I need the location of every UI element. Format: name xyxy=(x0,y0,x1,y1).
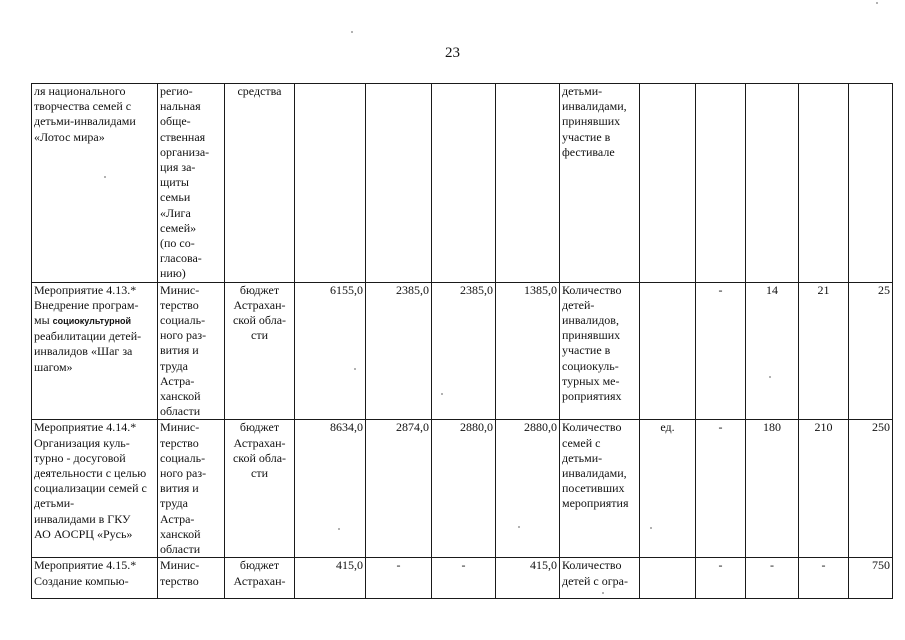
activity-name-cell: Мероприятие 4.14.* Организация куль- турно - досуговой деятельности с целью социализации семей с детьми- инвалидами в ГКУ АО АОСРЦ «Русь» xyxy=(32,420,158,558)
table-row xyxy=(32,420,893,558)
year3-value-cell: 250 xyxy=(849,420,893,558)
activity-name-cell: ля национального творчества семей с детьми-инвалидами «Лотос мира» xyxy=(32,84,158,283)
activity-description: Внедрение програм- мы xyxy=(34,297,139,328)
indicator-cell: Количество детей- инвалидов, принявших участие в социокуль- турных ме- роприятиях xyxy=(560,282,640,420)
indicator-cell: детьми- инвалидами, принявших участие в фестивале xyxy=(560,84,640,283)
year3-value-cell: 25 xyxy=(849,282,893,420)
indicator-cell: Количество детей с огра- xyxy=(560,558,640,599)
base-value-cell: - xyxy=(696,282,746,420)
year1-value-cell: - xyxy=(746,558,799,599)
activity-description-bold: социокультурной xyxy=(52,316,132,327)
executor-cell: Минис- терство социаль- ного раз- вития и труда Астра- ханской области xyxy=(158,420,225,558)
year2-amount-cell: - xyxy=(432,558,496,599)
year3-amount-cell xyxy=(496,84,560,283)
activity-name-cell xyxy=(32,282,158,420)
unit-cell xyxy=(640,84,696,283)
executor-cell: Минис- терство социаль- ного раз- вития и труда Астра- ханской области xyxy=(158,282,225,420)
table-row xyxy=(32,282,893,420)
activity-description: реабилитации детей- инвалидов «Шаг за шагом» xyxy=(34,329,142,374)
total-amount-cell: 6155,0 xyxy=(295,282,366,420)
activity-title: Мероприятие 4.13.* xyxy=(34,282,137,297)
year3-amount-cell: 2880,0 xyxy=(496,420,560,558)
executor-cell: регио- нальная обще- ственная организа- ция за- щиты семьи «Лига семей» (по со- гласова- нию) xyxy=(158,84,225,283)
year2-value-cell: 210 xyxy=(799,420,849,558)
total-amount-cell: 8634,0 xyxy=(295,420,366,558)
year3-amount-cell: 415,0 xyxy=(496,558,560,599)
base-value-cell: - xyxy=(696,558,746,599)
year2-amount-cell: 2385,0 xyxy=(432,282,496,420)
year1-amount-cell: - xyxy=(366,558,432,599)
year1-amount-cell: 2385,0 xyxy=(366,282,432,420)
activities-table xyxy=(31,83,893,599)
year1-value-cell: 14 xyxy=(746,282,799,420)
page-number: 23 xyxy=(445,45,460,61)
activity-name-cell: Мероприятие 4.15.* Создание компью- xyxy=(32,558,158,599)
funding-source-cell: бюджет Астрахан- ской обла- сти xyxy=(225,420,295,558)
year2-amount-cell xyxy=(432,84,496,283)
scan-speck xyxy=(876,2,878,4)
year2-amount-cell: 2880,0 xyxy=(432,420,496,558)
year3-amount-cell: 1385,0 xyxy=(496,282,560,420)
funding-source-cell: бюджет Астрахан- ской обла- сти xyxy=(225,282,295,420)
funding-source-cell: бюджет Астрахан- xyxy=(225,558,295,599)
scan-speck xyxy=(351,31,353,33)
total-amount-cell xyxy=(295,84,366,283)
indicator-cell: Количество семей с детьми- инвалидами, посетивших мероприятия xyxy=(560,420,640,558)
base-value-cell xyxy=(696,84,746,283)
funding-source-cell: средства xyxy=(225,84,295,283)
year1-amount-cell: 2874,0 xyxy=(366,420,432,558)
year2-value-cell: - xyxy=(799,558,849,599)
unit-cell xyxy=(640,282,696,420)
table-row xyxy=(32,84,893,283)
table-row xyxy=(32,558,893,599)
year1-value-cell: 180 xyxy=(746,420,799,558)
year3-value-cell xyxy=(849,84,893,283)
executor-cell: Минис- терство xyxy=(158,558,225,599)
year1-amount-cell xyxy=(366,84,432,283)
year2-value-cell xyxy=(799,84,849,283)
year2-value-cell: 21 xyxy=(799,282,849,420)
total-amount-cell: 415,0 xyxy=(295,558,366,599)
unit-cell xyxy=(640,558,696,599)
base-value-cell: - xyxy=(696,420,746,558)
unit-cell: ед. xyxy=(640,420,696,558)
year3-value-cell: 750 xyxy=(849,558,893,599)
year1-value-cell xyxy=(746,84,799,283)
table-wrapper xyxy=(31,83,893,588)
